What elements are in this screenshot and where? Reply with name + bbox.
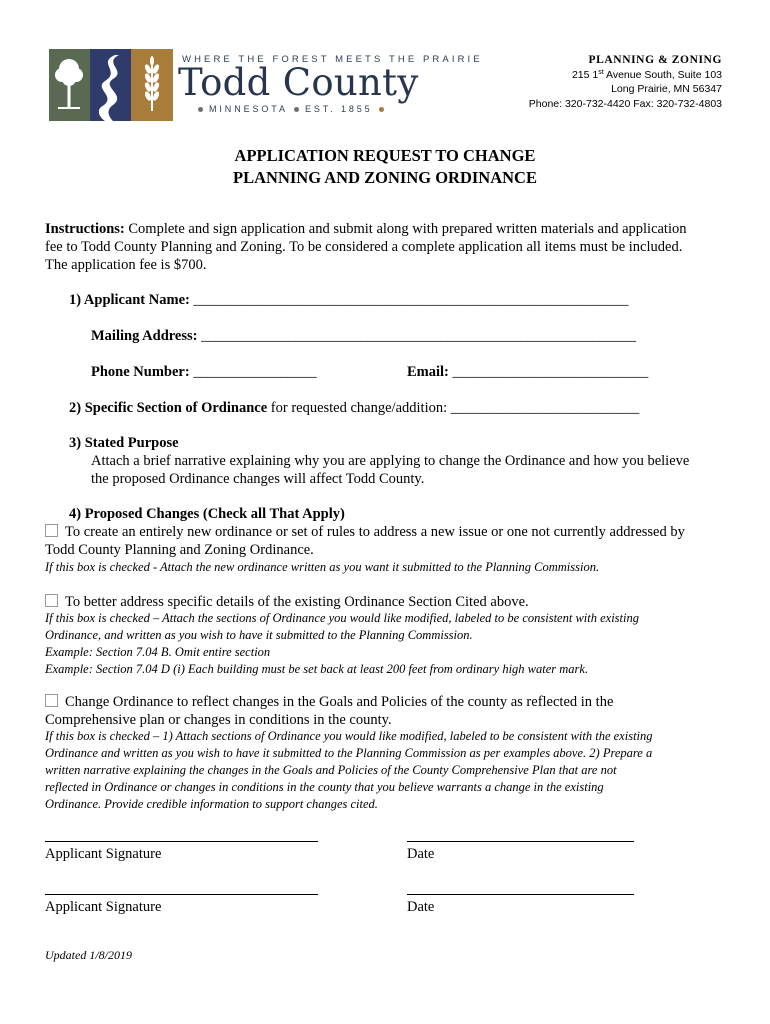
signature-line-1[interactable] <box>45 841 318 842</box>
date-line-1[interactable] <box>407 841 634 842</box>
logo-tagline: WHERE THE FOREST MEETS THE PRAIRIE <box>182 54 483 65</box>
page-title: APPLICATION REQUEST TO CHANGE PLANNING AND ZONING ORDINANCE <box>233 146 537 187</box>
logo-county-name: Todd County <box>178 61 419 104</box>
department-name: PLANNING & ZONING <box>588 54 722 66</box>
office-address-block <box>529 53 722 111</box>
logo-established: EST. 1855 <box>304 104 373 114</box>
date-line-2[interactable] <box>407 894 634 895</box>
logo-state: MINNESOTA <box>209 104 288 114</box>
signature-line-2[interactable] <box>45 894 318 895</box>
instructions-label: Instructions: <box>45 221 125 237</box>
stated-purpose-text: Attach a brief narrative explaining why you are applying to change the Ordinance and how you believe the proposed Ordinance changes will affect Todd County. <box>91 453 690 487</box>
phone-number-field[interactable]: Phone Number: _________________ <box>91 364 317 380</box>
checkbox-goals-policies[interactable] <box>45 694 58 707</box>
county-logo <box>49 49 173 121</box>
ordinance-section-field[interactable]: 2) Specific Section of Ordinance for requested change/addition: __________________________ <box>69 400 640 416</box>
instructions: Instructions: Complete and sign application and submit along with prepared written materials and application fee to Todd County Planning and Zoning. To be considered a complete application all items must be included. The application fee is $700. <box>45 221 687 273</box>
street-address: 215 1st Avenue South, Suite 103 <box>571 68 722 81</box>
applicant-signature-label-1: Applicant Signature <box>45 846 162 862</box>
date-label-1: Date <box>407 846 435 862</box>
email-field[interactable]: Email: ___________________________ <box>407 364 649 380</box>
option-goals-policies-note: If this box is checked – 1) Attach sections of Ordinance you would like modified, labeled to be consistent with the existing Ordinance and written as you wish to have it submitted to the Planning Commission as per examples above. 2) Prepare a written narrative explaining the changes in the Goals and Policies of the County Comprehensive Plan that are not reflected in Ordinance or changes in conditions in the county that you believe warrants a change in the existing Ordinance. Provide credible information to support changes cited. <box>45 729 653 811</box>
contact-line: Phone: 320-732-4420 Fax: 320-732-4803 <box>528 97 722 110</box>
proposed-changes-heading: 4) Proposed Changes (Check all That Apply) <box>69 506 345 522</box>
checkbox-new-ordinance[interactable] <box>45 524 58 537</box>
stated-purpose-heading: 3) Stated Purpose <box>69 435 179 451</box>
applicant-signature-label-2: Applicant Signature <box>45 899 162 915</box>
option-goals-policies: Change Ordinance to reflect changes in the Goals and Policies of the county as reflected in the Comprehensive plan or changes in conditions in the county. <box>45 694 614 728</box>
bullet-dot <box>294 107 299 112</box>
bullet-dot <box>198 107 203 112</box>
date-label-2: Date <box>407 899 435 915</box>
applicant-name-field[interactable]: 1) Applicant Name: ____________________________________________________________ <box>69 292 629 308</box>
checkbox-existing-section[interactable] <box>45 594 58 607</box>
option-new-ordinance: To create an entirely new ordinance or set of rules to address a new issue or one not currently addressed by Todd County Planning and Zoning Ordinance. <box>45 524 685 558</box>
city-line: Long Prairie, MN 56347 <box>611 83 722 95</box>
updated-date: Updated 1/8/2019 <box>45 948 132 962</box>
option-existing-section-note: If this box is checked – Attach the sections of Ordinance you would like modified, labeled to be consistent with existing Ordinance, and written as you wish to have it submitted to the Planning Commission. Example: Section 7.04 B. Omit entire section Example: Section 7.04 D (i) Each building must be set back at least 200 feet from ordinary high water mark. <box>45 611 639 676</box>
mailing-address-field[interactable]: Mailing Address: ____________________________________________________________ <box>91 328 637 344</box>
option-new-ordinance-note: If this box is checked - Attach the new ordinance written as you want it submitted to the Planning Commission. <box>45 560 600 574</box>
logo-state-line <box>198 104 390 114</box>
option-existing-section: To better address specific details of the existing Ordinance Section Cited above. <box>45 593 529 611</box>
bullet-dot <box>379 107 384 112</box>
